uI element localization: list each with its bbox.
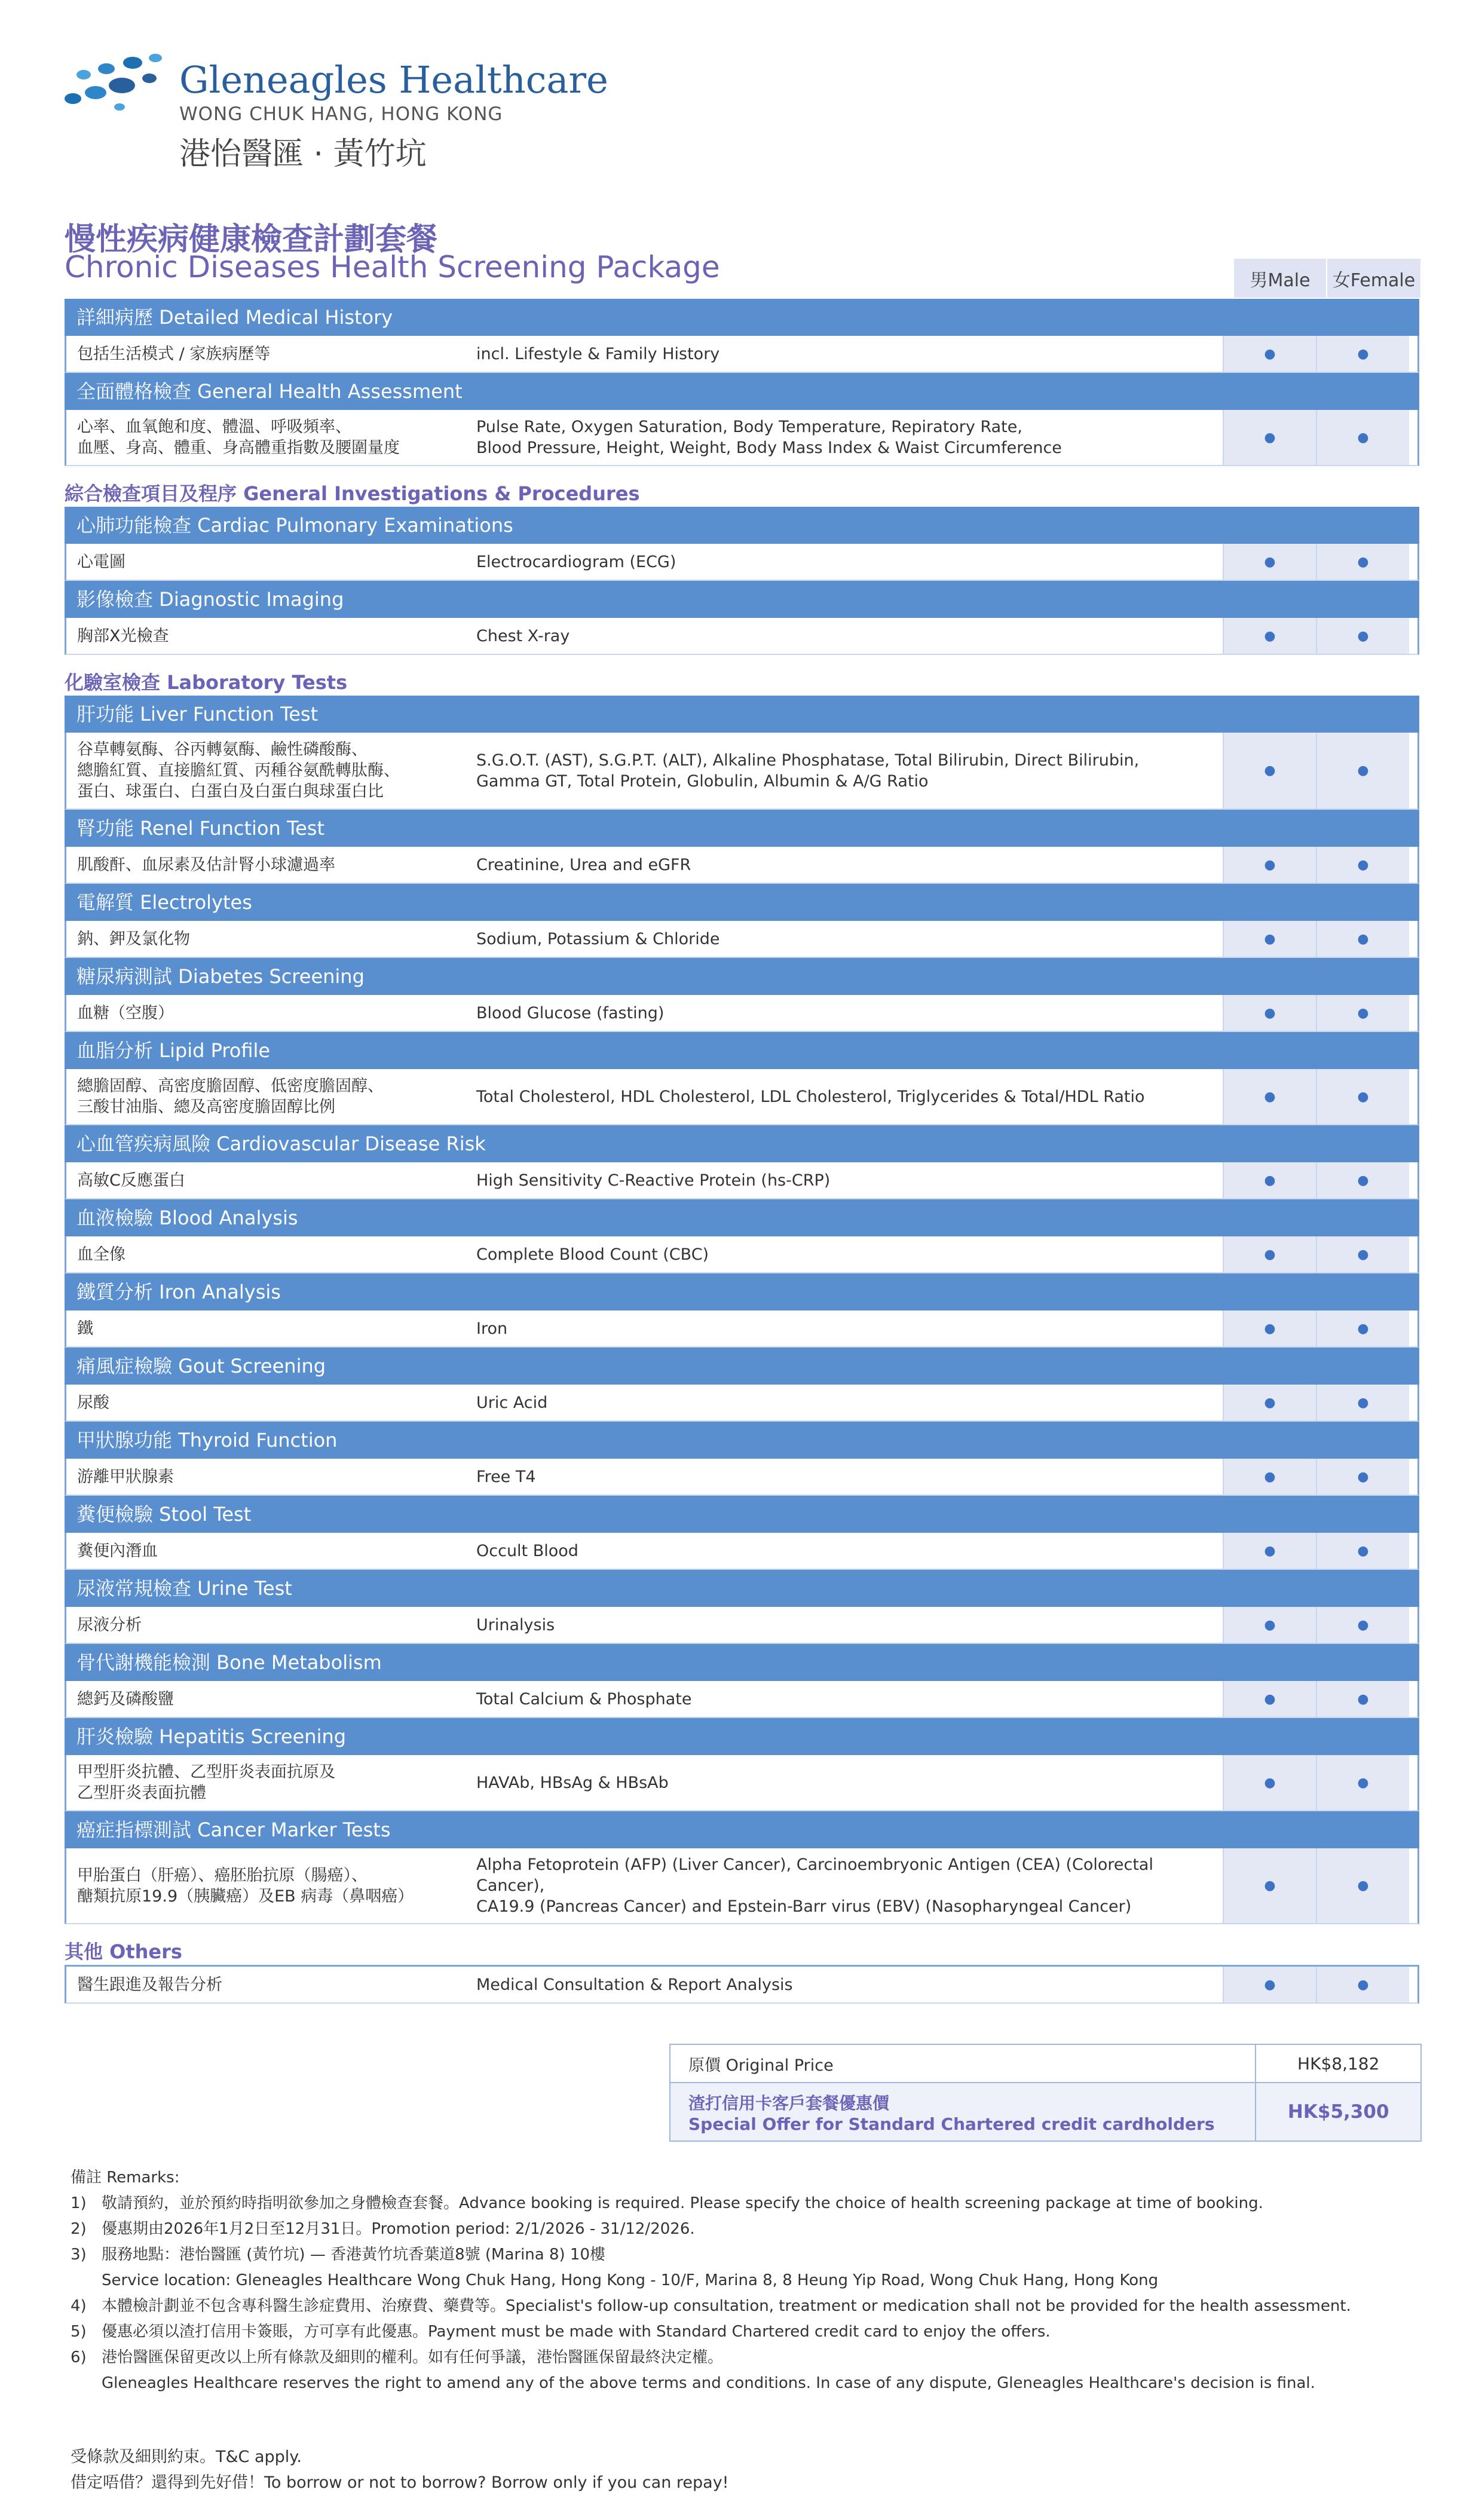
item-name-zh-text: 游離甲狀腺素: [77, 1467, 174, 1486]
item-name-zh-text: 醫生跟進及報告分析: [77, 1975, 222, 1994]
male-included-dot: ●: [1223, 336, 1316, 372]
remark-text: 優惠必須以渣打信用卡簽賬，方可享有此優惠。Payment must be made with Standard Chartered credit card to enjoy the offers.: [102, 2323, 1051, 2341]
female-included-dot: ●: [1316, 618, 1409, 654]
original-price-value: HK$8,182: [1255, 2045, 1420, 2082]
item-name-zh: [66, 618, 476, 654]
item-name-zh-text: 高敏C反應蛋白: [77, 1171, 185, 1190]
item-name-en: [476, 410, 1223, 465]
item-name-en-text: HAVAb, HBsAg & HBsAb: [476, 1773, 669, 1792]
category-header: 電解質 Electrolytes: [65, 884, 1419, 921]
table-row: [65, 410, 1419, 466]
item-name-zh: [66, 1755, 476, 1810]
gleneagles-logo: [60, 51, 608, 172]
table-row: [65, 1681, 1419, 1718]
female-included-dot: ●: [1316, 733, 1409, 809]
item-name-zh: [66, 1162, 476, 1198]
remark-line: [71, 2191, 1351, 2216]
item-name-zh-text: 鐵: [77, 1319, 93, 1338]
female-included-dot: ●: [1316, 995, 1409, 1031]
category-header: 甲狀腺功能 Thyroid Function: [65, 1422, 1419, 1459]
item-name-en: [476, 921, 1223, 957]
male-included-dot: ●: [1223, 1533, 1316, 1569]
remark-text: 本體檢計劃並不包含專科醫生診症費用、治療費、藥費等。Specialist's follow-up consultation, treatment or medication shall not be provided for the health assessment.: [102, 2297, 1351, 2315]
item-name-en-text: Creatinine, Urea and eGFR: [476, 855, 691, 874]
male-column-header: 男Male: [1233, 259, 1326, 298]
category-header: 骨代謝機能檢測 Bone Metabolism: [65, 1644, 1419, 1681]
original-price-label: 原價 Original Price: [688, 2056, 834, 2075]
female-included-dot: ●: [1316, 921, 1409, 957]
tc-apply-text: 受條款及細則約束。T&C apply.: [71, 2448, 302, 2466]
remarks-list: [71, 2191, 1351, 2396]
item-name-zh-text: 甲胎蛋白（肝癌）、癌胚胎抗原（腸癌）、 醣類抗原19.9（胰臟癌）及EB 病毒（鼻咽癌）: [77, 1866, 414, 1906]
item-name-en: [476, 1681, 1223, 1717]
table-row: [65, 618, 1419, 655]
item-name-zh: [66, 1385, 476, 1420]
female-included-dot: ●: [1316, 336, 1409, 372]
table-row: [65, 1310, 1419, 1348]
female-included-dot: ●: [1316, 1533, 1409, 1569]
item-name-en: [476, 618, 1223, 654]
offer-price-value: HK$5,300: [1255, 2083, 1420, 2141]
item-name-zh-text: 甲型肝炎抗體、乙型肝炎表面抗原及 乙型肝炎表面抗體: [77, 1763, 335, 1802]
male-included-dot: ●: [1223, 1459, 1316, 1495]
section-heading: 其他 Others: [65, 1940, 182, 1963]
item-name-zh: [66, 921, 476, 957]
remark-number: 3): [71, 2246, 87, 2264]
item-name-zh: [66, 1236, 476, 1272]
offer-label-en: Special Offer for Standard Chartered credit cardholders: [688, 2114, 1215, 2134]
item-name-en-text: Medical Consultation & Report Analysis: [476, 1975, 793, 1994]
male-included-dot: ●: [1223, 618, 1316, 654]
category-header: 心肺功能檢查 Cardiac Pulmonary Examinations: [65, 507, 1419, 544]
female-included-dot: ●: [1316, 1967, 1409, 2002]
remark-number: 2): [71, 2220, 87, 2238]
item-name-en: [476, 1755, 1223, 1810]
item-name-en: [476, 1385, 1223, 1420]
female-included-dot: ●: [1316, 1459, 1409, 1495]
remark-line: [71, 2268, 1351, 2294]
item-name-en-text: S.G.O.T. (AST), S.G.P.T. (ALT), Alkaline Phosphatase, Total Bilirubin, Direct Bilirubin, Gamma GT, Total Protein, Globulin, Albumin & A/G Ratio: [476, 751, 1140, 791]
remark-text: Gleneagles Healthcare reserves the right to amend any of the above terms and conditions. In case of any dispute, Gleneagles Healthcare's decision is final.: [102, 2374, 1315, 2392]
section-heading: 化驗室檢查 Laboratory Tests: [65, 671, 348, 694]
male-included-dot: ●: [1223, 733, 1316, 809]
item-name-en-text: Pulse Rate, Oxygen Saturation, Body Temperature, Repiratory Rate, Blood Pressure, Height, Weight, Body Mass Index & Waist Circumference: [476, 418, 1062, 457]
category-header: 痛風症檢驗 Gout Screening: [65, 1348, 1419, 1385]
female-included-dot: ●: [1316, 1385, 1409, 1420]
male-included-dot: ●: [1223, 1310, 1316, 1346]
female-included-dot: ●: [1316, 1236, 1409, 1272]
logo-name: Gleneagles Healthcare: [179, 58, 608, 102]
item-name-en: [476, 1848, 1223, 1923]
male-included-dot: ●: [1223, 1236, 1316, 1272]
item-name-zh: [66, 995, 476, 1031]
item-name-en-text: Blood Glucose (fasting): [476, 1003, 665, 1022]
remark-line: [71, 2371, 1351, 2396]
female-included-dot: ●: [1316, 1681, 1409, 1717]
table-row: [65, 1069, 1419, 1125]
female-included-dot: ●: [1316, 1162, 1409, 1198]
item-name-en: [476, 847, 1223, 883]
female-included-dot: ●: [1316, 1755, 1409, 1810]
item-name-zh-text: 糞便內潛血: [77, 1541, 158, 1560]
male-included-dot: ●: [1223, 1967, 1316, 2002]
table-row: [65, 1162, 1419, 1199]
remark-line: [71, 2242, 1351, 2268]
remark-number: 6): [71, 2348, 87, 2366]
table-row: [65, 336, 1419, 373]
male-included-dot: ●: [1223, 1681, 1316, 1717]
item-name-zh: [66, 410, 476, 465]
section-heading: 綜合檢查項目及程序 General Investigations & Procedures: [65, 482, 640, 505]
item-name-zh-text: 尿酸: [77, 1393, 109, 1412]
item-name-en: [476, 544, 1223, 580]
item-name-en-text: Iron: [476, 1319, 508, 1338]
item-name-zh: [66, 847, 476, 883]
item-name-zh-text: 總鈣及磷酸鹽: [77, 1689, 174, 1708]
offer-label-zh: 渣打信用卡客戶套餐優惠價: [688, 2093, 890, 2113]
remarks: [71, 2165, 1351, 2396]
table-row: [65, 1533, 1419, 1570]
item-name-en: [476, 1967, 1223, 2002]
item-name-zh: [66, 1533, 476, 1569]
table-row: [65, 544, 1419, 581]
table-row: [65, 1755, 1419, 1811]
item-name-zh: [66, 733, 476, 809]
table-row: [65, 847, 1419, 884]
female-included-dot: ●: [1316, 1607, 1409, 1643]
item-name-zh-text: 心率、血氧飽和度、體溫、呼吸頻率、 血壓、身高、體重、身高體重指數及腰圍量度: [77, 418, 400, 457]
table-row: [65, 1848, 1419, 1924]
category-header: 腎功能 Renel Function Test: [65, 810, 1419, 847]
page-title-en: Chronic Diseases Health Screening Package: [65, 250, 720, 284]
item-name-en: [476, 1459, 1223, 1495]
item-name-zh-text: 總膽固醇、高密度膽固醇、低密度膽固醇、 三酸甘油脂、總及高密度膽固醇比例: [77, 1077, 384, 1116]
table-row: [65, 1607, 1419, 1644]
item-name-en-text: Chest X-ray: [476, 626, 570, 645]
table-row: [65, 1459, 1419, 1496]
category-header: 影像檢查 Diagnostic Imaging: [65, 581, 1419, 618]
male-included-dot: ●: [1223, 1755, 1316, 1810]
screening-table: [65, 259, 1419, 2004]
item-name-zh-text: 心電圖: [77, 552, 125, 571]
item-name-zh-text: 血糖（空腹）: [77, 1003, 174, 1022]
item-name-zh-text: 谷草轉氨酶、谷丙轉氨酶、鹼性磷酸酶、 總膽紅質、直接膽紅質、丙種谷氨酰轉肽酶、 蛋白、球蛋白、白蛋白及白蛋白與球蛋白比: [77, 740, 400, 801]
item-name-en: [476, 1310, 1223, 1346]
category-header: 糖尿病測試 Diabetes Screening: [65, 958, 1419, 995]
item-name-zh: [66, 1607, 476, 1643]
item-name-en: [476, 1069, 1223, 1124]
footer: [71, 2444, 729, 2495]
item-name-zh-text: 尿液分析: [77, 1615, 142, 1634]
item-name-en-text: Complete Blood Count (CBC): [476, 1245, 709, 1264]
remark-text: 港怡醫匯保留更改以上所有條款及細則的權利。如有任何爭議，港怡醫匯保留最終決定權。: [102, 2348, 724, 2366]
male-included-dot: ●: [1223, 847, 1316, 883]
remark-line: [71, 2216, 1351, 2242]
remark-number: 5): [71, 2323, 87, 2341]
remark-text: 優惠期由2026年1月2日至12月31日。Promotion period: 2/1/2026 - 31/12/2026.: [102, 2220, 695, 2238]
category-header: 肝炎檢驗 Hepatitis Screening: [65, 1718, 1419, 1755]
item-name-zh: [66, 1069, 476, 1124]
female-included-dot: ●: [1316, 847, 1409, 883]
remark-line: [71, 2294, 1351, 2319]
item-name-en-text: Total Cholesterol, HDL Cholesterol, LDL Cholesterol, Triglycerides & Total/HDL Ratio: [476, 1087, 1145, 1106]
table-body: [65, 298, 1419, 2004]
item-name-en: [476, 733, 1223, 809]
male-included-dot: ●: [1223, 1162, 1316, 1198]
item-name-en: [476, 1607, 1223, 1643]
item-name-en-text: High Sensitivity C-Reactive Protein (hs-CRP): [476, 1171, 831, 1190]
category-header: 全面體格檢查 General Health Assessment: [65, 373, 1419, 410]
category-header: 糞便檢驗 Stool Test: [65, 1496, 1419, 1533]
item-name-en-text: Alpha Fetoprotein (AFP) (Liver Cancer), Carcinoembryonic Antigen (CEA) (Colorectal Cancer), CA19.9 (Pancreas Cancer) and Epstein-Barr virus (EBV) (Nasopharyngeal Cancer): [476, 1855, 1153, 1916]
category-header: 鐵質分析 Iron Analysis: [65, 1273, 1419, 1310]
item-name-zh-text: 肌酸酐、血尿素及估計腎小球濾過率: [77, 855, 335, 874]
female-included-dot: ●: [1316, 1848, 1409, 1923]
item-name-en-text: Sodium, Potassium & Chloride: [476, 929, 720, 948]
item-name-en-text: Total Calcium & Phosphate: [476, 1689, 692, 1708]
logo-location: WONG CHUK HANG, HONG KONG: [179, 103, 503, 125]
table-row: [65, 1236, 1419, 1273]
item-name-en-text: Urinalysis: [476, 1615, 555, 1634]
remark-text: 服務地點：港怡醫匯 (黃竹坑) — 香港黃竹坑香葉道8號 (Marina 8) 10樓: [102, 2246, 606, 2264]
female-included-dot: ●: [1316, 1310, 1409, 1346]
item-name-en: [476, 336, 1223, 372]
male-included-dot: ●: [1223, 544, 1316, 580]
remark-line: [71, 2345, 1351, 2371]
item-name-zh: [66, 1848, 476, 1923]
category-header: 癌症指標測試 Cancer Marker Tests: [65, 1811, 1419, 1848]
item-name-zh-text: 包括生活模式 / 家族病歷等: [77, 344, 271, 363]
item-name-zh: [66, 1967, 476, 2002]
item-name-zh-text: 胸部X光檢查: [77, 626, 169, 645]
remark-number: 1): [71, 2194, 87, 2212]
male-included-dot: ●: [1223, 1607, 1316, 1643]
female-included-dot: ●: [1316, 544, 1409, 580]
male-included-dot: ●: [1223, 1069, 1316, 1124]
item-name-en: [476, 1162, 1223, 1198]
logo-name-zh: 港怡醫匯 · 黃竹坑: [179, 136, 427, 172]
page-title-zh: 慢性疾病健康檢查計劃套餐: [65, 222, 438, 258]
item-name-en-text: Free T4: [476, 1467, 536, 1486]
table-row: [65, 1967, 1419, 2004]
original-price-row: [669, 2044, 1422, 2083]
column-header-row: [65, 259, 1419, 298]
male-included-dot: ●: [1223, 921, 1316, 957]
item-name-zh-text: 血全像: [77, 1245, 125, 1264]
offer-price-row: [669, 2082, 1422, 2142]
borrow-warning-text: 借定唔借？還得到先好借！To borrow or not to borrow? Borrow only if you can repay!: [71, 2473, 729, 2492]
category-header: 血脂分析 Lipid Profile: [65, 1032, 1419, 1069]
category-header: 肝功能 Liver Function Test: [65, 696, 1419, 733]
female-included-dot: ●: [1316, 1069, 1409, 1124]
gleneagles-dots-icon: [60, 51, 173, 117]
item-name-en: [476, 1533, 1223, 1569]
remark-text: 敬請預約，並於預約時指明欲參加之身體檢查套餐。Advance booking is required. Please specify the choice of health screening package at time of booking.: [102, 2194, 1263, 2212]
item-name-en-text: Occult Blood: [476, 1541, 578, 1560]
category-header: 血液檢驗 Blood Analysis: [65, 1199, 1419, 1236]
item-name-zh: [66, 1459, 476, 1495]
item-name-en-text: Uric Acid: [476, 1393, 548, 1412]
category-header: 尿液常規檢查 Urine Test: [65, 1570, 1419, 1607]
male-included-dot: ●: [1223, 995, 1316, 1031]
item-name-zh: [66, 544, 476, 580]
item-name-zh: [66, 1681, 476, 1717]
category-header: 心血管疾病風險 Cardiovascular Disease Risk: [65, 1125, 1419, 1162]
item-name-en-text: incl. Lifestyle & Family History: [476, 344, 720, 363]
item-name-en: [476, 1236, 1223, 1272]
male-included-dot: ●: [1223, 1848, 1316, 1923]
table-row: [65, 1385, 1419, 1422]
category-header: 詳細病歷 Detailed Medical History: [65, 299, 1419, 336]
remark-number: 4): [71, 2297, 87, 2315]
item-name-zh-text: 鈉、鉀及氯化物: [77, 929, 190, 948]
table-row: [65, 733, 1419, 810]
remarks-title: 備註 Remarks:: [71, 2169, 180, 2187]
remark-text: Service location: Gleneagles Healthcare Wong Chuk Hang, Hong Kong - 10/F, Marina 8, 8 Heung Yip Road, Wong Chuk Hang, Hong Kong: [102, 2271, 1159, 2289]
female-column-header: 女Female: [1326, 259, 1420, 298]
table-row: [65, 921, 1419, 958]
remark-line: [71, 2319, 1351, 2345]
item-name-en: [476, 995, 1223, 1031]
male-included-dot: ●: [1223, 410, 1316, 465]
table-row: [65, 995, 1419, 1032]
item-name-zh: [66, 336, 476, 372]
item-name-en-text: Electrocardiogram (ECG): [476, 552, 676, 571]
male-included-dot: ●: [1223, 1385, 1316, 1420]
item-name-zh: [66, 1310, 476, 1346]
female-included-dot: ●: [1316, 410, 1409, 465]
